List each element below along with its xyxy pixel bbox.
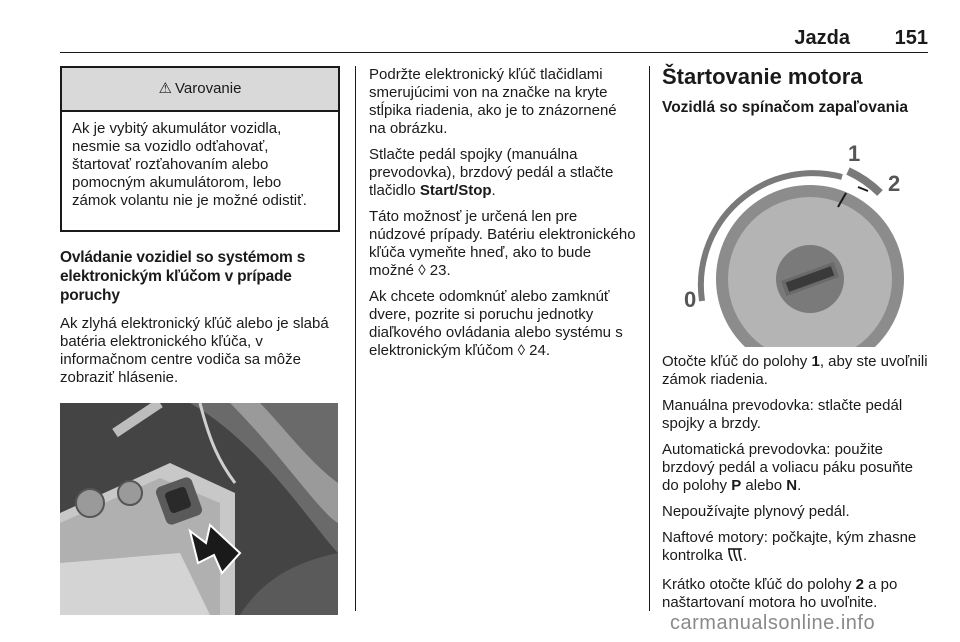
paragraph-diesel [662, 529, 928, 568]
warning-text: Ak je vybitý akumulátor vozidla, nesmie sa vozidlo odťahovať, štartovať rozťahovaním alebo pomocným akumulátorom, lebo zámok volantu nie je možné odistiť. [72, 120, 307, 209]
text-automatic: Automatická prevodovka: použite brzdový pedál a voliacu páku posuňte do polohy [662, 441, 914, 494]
text-period: . [743, 547, 748, 564]
column-divider-right [649, 66, 650, 611]
figure-steering-column [60, 403, 338, 615]
ignition-position-1-label: 1 [848, 141, 861, 166]
watermark: carmanualsonline.info [670, 612, 876, 634]
text-turn-key-briefly: Krátko otočte kľúč do polohy [662, 576, 856, 593]
page-number: 151 [894, 27, 928, 49]
warning-title: Varovanie [175, 80, 242, 97]
middle-column [369, 66, 637, 368]
section-title-start-engine: Štartovanie motora [662, 64, 863, 89]
glow-plug-icon [727, 547, 743, 568]
text-diesel: Naftové motory: počkajte, kým zhasne kontrolka [662, 529, 917, 564]
ignition-position-0-label: 0 [684, 287, 697, 312]
warning-header [62, 68, 338, 112]
ignition-position-2-label: 2 [888, 171, 901, 196]
warning-box [60, 66, 340, 232]
left-column [60, 66, 342, 615]
position-2-keyword: 2 [855, 576, 864, 593]
text-release-lock: , aby ste uvoľnili zámok riadenia. [662, 353, 928, 388]
gear-n-keyword: N [786, 477, 798, 494]
start-stop-keyword: Start/Stop [419, 182, 492, 199]
gear-p-keyword: P [731, 477, 742, 494]
text-press-pedals: Stlačte pedál spojky (manuálna prevodovka), brzdový pedál a stlačte tlačidlo [369, 146, 614, 199]
subsection-ignition-switch: Vozidlá so spínačom zapaľovania [662, 99, 909, 116]
figure-ignition-switch [662, 131, 940, 347]
paragraph-press-pedals [369, 146, 637, 200]
paragraph-manual-transmission: Manuálna prevodovka: stlačte pedál spojky a brzdy. [662, 397, 903, 432]
paragraph-hold-key: Podržte elektronický kľúč tlačidlami smerujúcimi von na značke na kryte stĺpika riadenia, ako je to znázornené na obrázku. [369, 66, 617, 137]
paragraph-lock-doors: Ak chcete odomknúť alebo zamknúť dvere, pozrite si poruchu jednotky diaľkového ovládania alebo systému s elektronickým kľúčom ◊ 24. [369, 288, 623, 359]
position-1-keyword: 1 [811, 353, 820, 370]
text-period: . [797, 477, 802, 494]
right-column [662, 66, 928, 620]
header-rule [60, 52, 928, 53]
text-turn-key: Otočte kľúč do polohy [662, 353, 812, 370]
paragraph-malfunction: Ak zlyhá elektronický kľúč alebo je slabá batéria elektronického kľúča, v informačnom centre vodiča sa môže zobraziť hlásenie. [60, 315, 329, 386]
warning-triangle-icon: ⚠ [158, 80, 172, 97]
column-divider-left [355, 66, 356, 611]
paragraph-automatic-transmission [662, 441, 928, 495]
paragraph-emergency-only: Táto možnosť je určená len pre núdzové prípady. Batériu elektronického kľúča vymeňte hneď, ako to bude možné ◊ 23. [369, 208, 636, 279]
paragraph-no-gas: Nepoužívajte plynový pedál. [662, 503, 850, 520]
paragraph-turn-key-2 [662, 576, 928, 612]
text-or: alebo [741, 477, 787, 494]
text-release-after-start: a po naštartovaní motora ho uvoľnite. [662, 576, 898, 611]
paragraph-turn-key-1 [662, 353, 928, 389]
page-header-title: Jazda [794, 27, 850, 49]
text-period: . [491, 182, 496, 199]
section-heading-malfunction: Ovládanie vozidiel so systémom s elektronickým kľúčom v prípade poruchy [60, 249, 306, 304]
